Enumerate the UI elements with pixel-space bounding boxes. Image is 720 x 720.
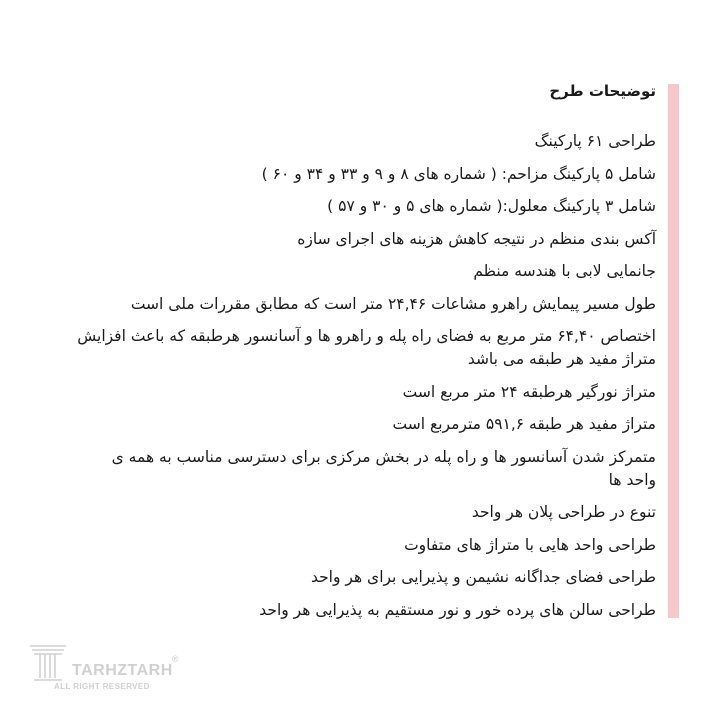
list-item: طراحی ۶۱ پارکینگ xyxy=(534,132,656,150)
list-item: اختصاص ۶۴,۴۰ متر مربع به فضای راه پله و راهرو ها و آسانسور هرطبقه که باعث افزایش متراژ مفید هر طبقه می باشد xyxy=(77,327,656,368)
list-item: طراحی سالن های پرده خور و نور مستقیم به پذیرایی هر واحد xyxy=(259,600,656,619)
list-item: شامل ۵ پارکینگ مزاحم: ( شماره های ۸ و ۹ و ۳۳ و ۳۴ و ۶۰ ) xyxy=(261,164,656,183)
list-item: طراحی فضای جداگانه نشیمن و پذیرایی برای هر واحد xyxy=(310,568,656,586)
watermark-rights: ALL RIGHT RESERVED xyxy=(54,682,150,691)
column-logo-icon xyxy=(28,642,68,684)
list-item: متراژ نورگیر هرطبقه ۲۴ متر مربع است xyxy=(402,382,656,401)
section-title: توضیحات طرح xyxy=(549,82,656,100)
list-item: جانمایی لابی با هندسه منظم xyxy=(473,262,656,280)
list-item: متراژ مفید هر طبقه ۵۹۱,۶ مترمربع است xyxy=(392,415,656,433)
list-item: طراحی واحد هایی با متراژ های متفاوت xyxy=(404,535,656,554)
list-item: شامل ۳ پارکینگ معلول:( شماره های ۵ و ۳۰ و ۵۷ ) xyxy=(327,197,656,215)
list-item: طول مسیر پیمایش راهرو مشاعات ۲۴,۴۶ متر است که مطابق مقررات ملی است xyxy=(130,294,656,313)
watermark xyxy=(28,642,188,694)
accent-bar xyxy=(668,84,679,618)
list-item: متمرکز شدن آسانسور ها و راه پله در بخش مرکزی برای دسترسی مناسب به همه ی واحد ها xyxy=(111,447,656,489)
watermark-brand: TARHZTARH xyxy=(72,662,173,679)
description-list xyxy=(56,130,656,622)
design-description xyxy=(56,74,656,631)
list-item: تنوع در طراحی پلان هر واحد xyxy=(471,503,656,521)
registered-mark: ® xyxy=(172,654,179,664)
list-item: آکس بندی منظم در نتیجه کاهش هزینه های اجرای سازه xyxy=(297,229,656,248)
